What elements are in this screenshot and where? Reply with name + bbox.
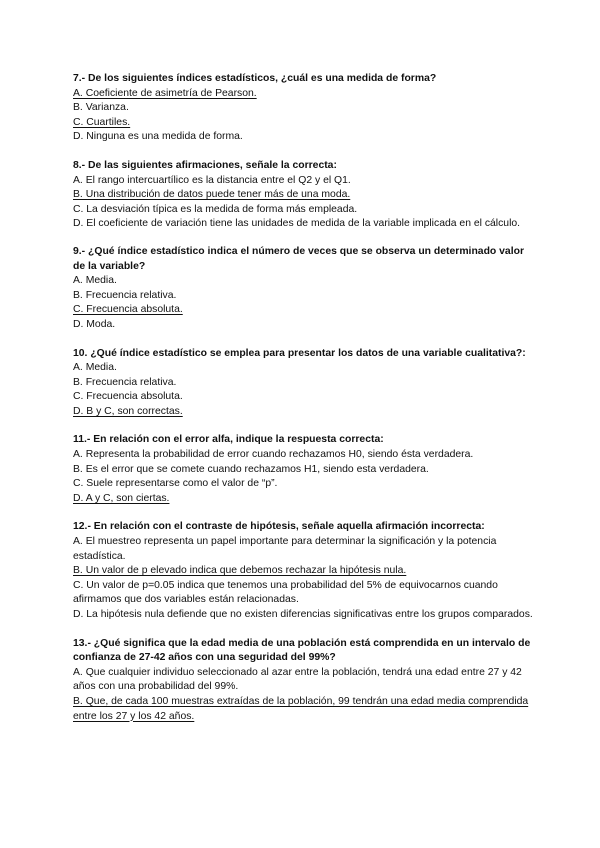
option-a: A. El muestreo representa un papel importante para determinar la significación y la potencia estadística. xyxy=(73,536,497,562)
option-d-correct: D. B y C, son correctas. xyxy=(73,405,183,417)
option-a: A. Representa la probabilidad de error cuando rechazamos H0, siendo ésta verdadera. xyxy=(73,449,474,461)
option-a-correct: A. Coeficiente de asimetría de Pearson. xyxy=(73,87,257,99)
option-d: D. La hipótesis nula defiende que no existen diferencias significativas entre los grupos comparados. xyxy=(73,609,533,620)
document-page xyxy=(73,72,533,738)
option-b: B. Varianza. xyxy=(73,102,129,114)
option-b: B. Frecuencia relativa. xyxy=(73,376,177,388)
option-a: A. Que cualquier individuo seleccionado al azar entre la población, tendrá una edad entre 27 y 42 años con una probabilidad del 99%. xyxy=(73,666,522,693)
question-title: 12.- En relación con el contraste de hipótesis, señale aquella afirmación incorrecta: xyxy=(73,521,485,533)
option-b-correct: B. Un valor de p elevado indica que debemos rechazar la hipótesis nula. xyxy=(73,565,407,577)
option-b-correct: B. Una distribución de datos puede tener más de una moda. xyxy=(73,189,351,201)
option-a: A. Media. xyxy=(73,275,117,287)
option-c-correct: C. Cuartiles. xyxy=(73,116,131,128)
option-b-correct: B. Que, de cada 100 muestras extraídas de la población, 99 tendrán una edad media comprendida entre los 27 y los 42 años. xyxy=(73,695,529,722)
question-title: 13.- ¿Qué significa que la edad media de una población está comprendida en un intervalo de confianza de 27-42 años con una seguridad del 99%? xyxy=(73,637,531,664)
option-a: A. Media. xyxy=(73,362,117,374)
question-title: 11.- En relación con el error alfa, indique la respuesta correcta: xyxy=(73,434,384,446)
option-b: B. Frecuencia relativa. xyxy=(73,289,177,301)
question-7 xyxy=(73,72,533,145)
question-title: 8.- De las siguientes afirmaciones, señale la correcta: xyxy=(73,159,337,171)
question-title: 7.- De los siguientes índices estadísticos, ¿cuál es una medida de forma? xyxy=(73,73,437,84)
question-8 xyxy=(73,159,533,232)
option-d: D. El coeficiente de variación tiene las unidades de medida de la variable implicada en el cálculo. xyxy=(73,218,521,230)
option-b: B. Es el error que se comete cuando rechazamos H1, siendo esta verdadera. xyxy=(73,463,429,475)
question-title: 9.- ¿Qué índice estadístico indica el número de veces que se observa un determinado valor de la variable? xyxy=(73,245,524,272)
question-13 xyxy=(73,637,533,725)
option-d-correct: D. A y C, son ciertas. xyxy=(73,492,170,504)
question-12 xyxy=(73,520,533,622)
question-9 xyxy=(73,245,533,333)
option-c-correct: C. Frecuencia absoluta. xyxy=(73,304,183,316)
option-c: C. La desviación típica es la medida de forma más empleada. xyxy=(73,203,358,215)
question-10 xyxy=(73,347,533,420)
option-a: A. El rango intercuartílico es la distancia entre el Q2 y el Q1. xyxy=(73,174,351,186)
option-d: D. Moda. xyxy=(73,318,116,330)
question-title: 10. ¿Qué índice estadístico se emplea para presentar los datos de una variable cualitativa?: xyxy=(73,347,526,359)
option-c: C. Suele representarse como el valor de “p”. xyxy=(73,478,278,490)
option-c: C. Frecuencia absoluta. xyxy=(73,391,183,403)
option-d: D. Ninguna es una medida de forma. xyxy=(73,131,243,143)
option-c: C. Un valor de p=0.05 indica que tenemos una probabilidad del 5% de equivocarnos cuando afirmamos que dos variables están relacionadas. xyxy=(73,579,498,606)
question-11 xyxy=(73,433,533,506)
